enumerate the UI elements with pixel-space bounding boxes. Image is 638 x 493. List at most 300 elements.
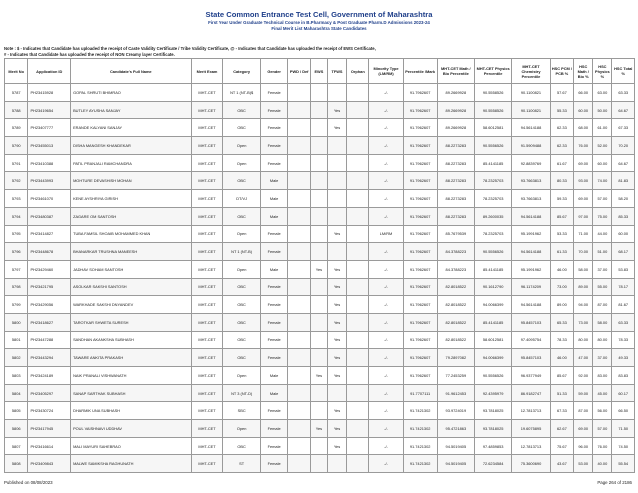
table-cell: 89.00 xyxy=(574,278,593,296)
table-cell: 63.33 xyxy=(612,313,635,331)
table-cell: 94.5019405 xyxy=(437,437,474,455)
table-cell: 93.9724019 xyxy=(437,402,474,420)
column-header: HSC PCM / PCB % xyxy=(550,59,573,84)
table-cell: 94.5614188 xyxy=(512,119,550,137)
table-cell: PH23429460 xyxy=(28,260,71,278)
table-cell: 75.67 xyxy=(550,437,573,455)
table-cell: SANAP SARTHAK SUBHASH xyxy=(71,384,191,402)
table-row xyxy=(5,384,635,402)
table-cell: 5787 xyxy=(5,84,28,102)
table-cell: 96.1174209 xyxy=(512,278,550,296)
table-cell: 59.33 xyxy=(550,190,573,208)
table-cell: -/- xyxy=(369,243,403,261)
table-cell: TAROTKAR SHWETA SURESH xyxy=(71,313,191,331)
table-cell: Female xyxy=(260,225,288,243)
table-cell: 91.7962607 xyxy=(403,296,437,314)
table-cell: Yes xyxy=(327,367,346,385)
table-cell: 5803 xyxy=(5,367,28,385)
table-cell xyxy=(347,278,369,296)
table-cell: MHT-CET xyxy=(191,154,223,172)
table-cell xyxy=(347,225,369,243)
table-cell: 73.00 xyxy=(574,313,593,331)
table-cell: MOHTURE DEVASHISH MOHAN xyxy=(71,172,191,190)
table-cell xyxy=(347,243,369,261)
table-row xyxy=(5,278,635,296)
table-cell: 93.7818025 xyxy=(474,420,511,438)
table-cell xyxy=(347,119,369,137)
table-cell xyxy=(310,207,327,225)
table-cell xyxy=(347,437,369,455)
table-cell: 69.00 xyxy=(574,190,593,208)
table-cell: TUBA FAMSIL SHOAIB MOHAMMED KHAN xyxy=(71,225,191,243)
table-cell: PH23430724 xyxy=(28,402,71,420)
table-cell: PH23409843 xyxy=(28,455,71,473)
table-cell xyxy=(288,313,310,331)
table-cell: MHT-CET xyxy=(191,278,223,296)
table-cell: 91.7421302 xyxy=(403,420,437,438)
table-cell: 67.33 xyxy=(550,402,573,420)
table-cell: Female xyxy=(260,349,288,367)
table-cell xyxy=(327,455,346,473)
table-cell: MHT-CET xyxy=(191,137,223,155)
table-cell xyxy=(347,313,369,331)
table-cell: Female xyxy=(260,420,288,438)
table-cell: 94.00 xyxy=(574,296,593,314)
table-cell: 5807 xyxy=(5,437,28,455)
table-cell: 5804 xyxy=(5,384,28,402)
table-cell: NT 1 (NT-B)$ xyxy=(223,84,260,102)
table-cell: BUTLEY AYUSHA SANJAY xyxy=(71,101,191,119)
table-cell xyxy=(347,101,369,119)
table-cell: MHT-CET xyxy=(191,172,223,190)
table-cell: Open xyxy=(223,260,260,278)
table-cell: MHT-CET xyxy=(191,296,223,314)
table-cell: 5797 xyxy=(5,260,28,278)
table-row xyxy=(5,455,635,473)
table-cell: Open xyxy=(223,420,260,438)
table-cell: OBC xyxy=(223,119,260,137)
table-cell xyxy=(310,84,327,102)
table-cell: 45.00 xyxy=(593,384,612,402)
table-cell: BHANARKAR TRUSHNA MANEESH xyxy=(71,243,191,261)
table-cell: Female xyxy=(260,243,288,261)
table-cell: Yes xyxy=(327,420,346,438)
table-cell: 71.50 xyxy=(612,420,635,438)
table-cell: 60.00 xyxy=(574,101,593,119)
table-cell: 69.00 xyxy=(574,154,593,172)
table-cell: -/- xyxy=(369,101,403,119)
table-cell: 91.5909488 xyxy=(512,137,550,155)
table-cell: 82.8018522 xyxy=(437,278,474,296)
column-header: MHT-CET Physics Percentile xyxy=(474,59,511,84)
table-cell: PATIL PRANJALI RAMCHANDRA xyxy=(71,154,191,172)
table-cell: 78.2325703 xyxy=(474,172,511,190)
table-cell: PH23429056 xyxy=(28,296,71,314)
table-cell: Female xyxy=(260,101,288,119)
table-cell: 92.4395979 xyxy=(474,384,511,402)
table-cell: 91.7962607 xyxy=(403,260,437,278)
table-cell xyxy=(288,207,310,225)
table-cell: MHT-CET xyxy=(191,367,223,385)
table-cell: 50.00 xyxy=(593,101,612,119)
table-cell: -/- xyxy=(369,313,403,331)
table-cell: 91.7962607 xyxy=(403,119,437,137)
list-name: Final Merit List Maharashtra State Candidates xyxy=(271,26,367,31)
table-cell: OBC xyxy=(223,101,260,119)
table-cell: 94.5614188 xyxy=(512,243,550,261)
table-cell xyxy=(327,154,346,172)
table-cell xyxy=(347,172,369,190)
table-cell: 90.5556526 xyxy=(474,367,511,385)
table-cell: 96.9377949 xyxy=(512,367,550,385)
table-cell: DHARMIK UNA SUBHASH xyxy=(71,402,191,420)
table-row xyxy=(5,84,635,102)
table-cell: 94.0066399 xyxy=(474,296,511,314)
column-header: Gender xyxy=(260,59,288,84)
table-cell: Open xyxy=(223,225,260,243)
table-row xyxy=(5,420,635,438)
table-cell: SBC xyxy=(223,402,260,420)
table-cell: 75.00 xyxy=(593,207,612,225)
table-cell: 95.4721863 xyxy=(437,420,474,438)
table-cell xyxy=(347,296,369,314)
table-cell xyxy=(310,349,327,367)
table-cell: PH23480387 xyxy=(28,207,71,225)
table-cell xyxy=(347,349,369,367)
table-cell: 56.00 xyxy=(593,402,612,420)
table-cell: Male xyxy=(260,190,288,208)
table-cell: 91.7962607 xyxy=(403,225,437,243)
table-cell: Yes xyxy=(327,331,346,349)
table-cell: 94.0066399 xyxy=(474,349,511,367)
table-cell: OBC xyxy=(223,207,260,225)
table-cell: -/- xyxy=(369,384,403,402)
table-row xyxy=(5,207,635,225)
table-cell: Yes xyxy=(327,349,346,367)
table-cell: 19.6075895 xyxy=(512,420,550,438)
table-cell xyxy=(288,101,310,119)
table-cell: 97.00 xyxy=(574,207,593,225)
table-cell: 46.00 xyxy=(550,349,573,367)
table-cell: Female xyxy=(260,455,288,473)
table-cell: 12.7813713 xyxy=(512,437,550,455)
table-cell: 75.3600690 xyxy=(512,455,550,473)
table-cell: -/- xyxy=(369,437,403,455)
table-cell: 90.5556526 xyxy=(474,137,511,155)
table-cell: MHT-CET xyxy=(191,349,223,367)
table-cell xyxy=(288,402,310,420)
table-row xyxy=(5,119,635,137)
table-row xyxy=(5,367,635,385)
table-cell: Male xyxy=(260,172,288,190)
table-cell: Yes xyxy=(327,101,346,119)
table-cell: -/- xyxy=(369,172,403,190)
table-cell: 94.5614188 xyxy=(512,207,550,225)
table-cell: ZAGARE OM SANTOSH xyxy=(71,207,191,225)
table-cell: 5800 xyxy=(5,313,28,331)
table-cell: 91.7962607 xyxy=(403,137,437,155)
table-cell xyxy=(288,420,310,438)
table-cell: 85.4141185 xyxy=(474,313,511,331)
table-cell: Yes xyxy=(327,278,346,296)
table-cell xyxy=(327,172,346,190)
table-cell: 79.2897082 xyxy=(437,349,474,367)
table-cell: 62.33 xyxy=(550,137,573,155)
table-cell: 90.5558526 xyxy=(474,84,511,102)
table-cell xyxy=(347,84,369,102)
table-cell: 73.00 xyxy=(550,278,573,296)
table-cell: ST xyxy=(223,455,260,473)
table-cell: 94.5614188 xyxy=(512,296,550,314)
table-cell xyxy=(327,84,346,102)
table-cell: Female xyxy=(260,331,288,349)
table-cell xyxy=(288,296,310,314)
table-cell: 67.33 xyxy=(612,119,635,137)
column-header: Category xyxy=(223,59,260,84)
merit-table xyxy=(4,58,635,473)
table-cell: MHT-CET xyxy=(191,420,223,438)
table-cell: 61.33 xyxy=(550,243,573,261)
table-cell: 5794 xyxy=(5,207,28,225)
table-cell xyxy=(347,402,369,420)
table-cell: MHT-CET xyxy=(191,402,223,420)
table-cell xyxy=(310,172,327,190)
table-cell xyxy=(310,119,327,137)
table-cell: 91.7962607 xyxy=(403,331,437,349)
table-cell: 91.7962607 xyxy=(403,278,437,296)
table-cell: 58.6012581 xyxy=(474,331,511,349)
table-cell xyxy=(310,455,327,473)
table-cell: 61.67 xyxy=(550,154,573,172)
table-cell: 81.67 xyxy=(612,296,635,314)
table-cell: 91.7962607 xyxy=(403,154,437,172)
table-cell xyxy=(347,137,369,155)
table-cell: Open xyxy=(223,367,260,385)
table-cell: MHT-CET xyxy=(191,260,223,278)
table-cell: 70.00 xyxy=(574,243,593,261)
table-cell: 5789 xyxy=(5,119,28,137)
table-cell: 57.67 xyxy=(550,84,573,102)
table-cell: SANDHAN AKANKSHA SUBHASH xyxy=(71,331,191,349)
table-cell: Female xyxy=(260,119,288,137)
table-cell: Female xyxy=(260,437,288,455)
column-header: MHT-CET Chemistry Percentile xyxy=(512,59,550,84)
table-cell: 55.33 xyxy=(550,101,573,119)
table-cell: 58.00 xyxy=(574,260,593,278)
table-cell: 53.00 xyxy=(574,455,593,473)
table-cell: OBC xyxy=(223,278,260,296)
table-cell: 49.33 xyxy=(612,349,635,367)
table-row xyxy=(5,137,635,155)
table-cell: MHT-CET xyxy=(191,455,223,473)
table-cell: PH23419654 xyxy=(28,101,71,119)
table-cell: Male xyxy=(260,260,288,278)
table-cell xyxy=(288,455,310,473)
table-cell: 87.00 xyxy=(593,296,612,314)
table-cell: 95.1991962 xyxy=(512,225,550,243)
column-header: EWS xyxy=(310,59,327,84)
table-cell: -/- xyxy=(369,420,403,438)
table-cell xyxy=(347,207,369,225)
table-cell: 95.1991962 xyxy=(512,260,550,278)
table-cell: 55.00 xyxy=(593,278,612,296)
table-cell: PH23407777 xyxy=(28,119,71,137)
table-cell: TAWARE ANKITA PRAKASH xyxy=(71,349,191,367)
table-cell xyxy=(347,331,369,349)
column-header: Merit Exam xyxy=(191,59,223,84)
table-cell: OBC xyxy=(223,296,260,314)
table-cell xyxy=(310,190,327,208)
table-cell: 89.2600035 xyxy=(474,207,511,225)
table-cell: 52.00 xyxy=(593,137,612,155)
table-cell: PH23455013 xyxy=(28,137,71,155)
table-cell: -/- xyxy=(369,278,403,296)
table-cell: 63.33 xyxy=(612,84,635,102)
table-cell: MHT-CET xyxy=(191,243,223,261)
table-header-row xyxy=(5,59,635,84)
table-cell: 53.83 xyxy=(612,260,635,278)
table-cell: Yes xyxy=(327,225,346,243)
table-cell: 88.2273283 xyxy=(437,207,474,225)
table-cell: MHT-CET xyxy=(191,384,223,402)
table-cell: 78.2325703 xyxy=(474,225,511,243)
table-cell: PH23461070 xyxy=(28,190,71,208)
table-cell: 69.00 xyxy=(574,420,593,438)
table-cell: 62.33 xyxy=(550,119,573,137)
table-cell: 91.7962607 xyxy=(403,243,437,261)
table-cell: -/- xyxy=(369,119,403,137)
table-cell xyxy=(347,420,369,438)
table-cell: 93.00 xyxy=(574,172,593,190)
table-cell: MALWE SAMIKSHA RAGHUNATH xyxy=(71,455,191,473)
page-header xyxy=(0,10,638,32)
table-cell xyxy=(288,137,310,155)
table-cell: 72.6234584 xyxy=(474,455,511,473)
note-line: Note : $ - Indicates that Candidate has uploaded the receipt of Caste Validity Certificate / Tribe Validity Certificate, @ - Indicates that Candidate has uploaded the receipt of EWS Certificate, xyxy=(4,46,376,51)
table-cell: -/- xyxy=(369,154,403,172)
table-cell xyxy=(310,154,327,172)
column-header: HSC Total % xyxy=(612,59,635,84)
table-cell: 83.83 xyxy=(612,367,635,385)
table-cell: Yes xyxy=(310,260,327,278)
table-cell: 92.8839769 xyxy=(512,154,550,172)
table-cell: 5802 xyxy=(5,349,28,367)
table-row xyxy=(5,331,635,349)
table-cell: 95.8457103 xyxy=(512,349,550,367)
table-cell: 82.8018522 xyxy=(437,331,474,349)
table-cell: NT 1 (NT-B) xyxy=(223,243,260,261)
table-cell xyxy=(288,225,310,243)
table-cell: 91.7421302 xyxy=(403,455,437,473)
table-cell: PH23414827 xyxy=(28,225,71,243)
table-cell: 51.00 xyxy=(593,243,612,261)
table-cell: 5801 xyxy=(5,331,28,349)
table-cell xyxy=(288,84,310,102)
table-cell: 97.4859853 xyxy=(474,437,511,455)
table-cell: -/- xyxy=(369,84,403,102)
table-cell: 90.1612790 xyxy=(474,278,511,296)
table-cell: -/- xyxy=(369,367,403,385)
table-cell: 88.2273283 xyxy=(437,154,474,172)
table-cell xyxy=(310,331,327,349)
page-number: Page 264 of 2186 xyxy=(597,480,632,485)
table-cell xyxy=(347,154,369,172)
table-cell: 5788 xyxy=(5,101,28,119)
table-cell: Female xyxy=(260,278,288,296)
table-cell: MHT-CET xyxy=(191,331,223,349)
table-cell: 62.67 xyxy=(550,420,573,438)
table-cell: Yes xyxy=(310,367,327,385)
table-cell xyxy=(288,384,310,402)
table-cell: MHT-CET xyxy=(191,313,223,331)
table-cell: MHT-CET xyxy=(191,101,223,119)
table-cell: MHT-CET xyxy=(191,119,223,137)
published-date: Published on 08/08/2023 xyxy=(4,480,53,485)
table-cell: 91.7962607 xyxy=(403,207,437,225)
table-cell xyxy=(347,455,369,473)
table-cell: 85.67 xyxy=(550,207,573,225)
table-cell: Female xyxy=(260,313,288,331)
table-cell: 74.00 xyxy=(593,172,612,190)
table-cell xyxy=(288,260,310,278)
table-cell: Male xyxy=(260,384,288,402)
table-cell: 87.00 xyxy=(574,402,593,420)
table-cell xyxy=(310,296,327,314)
table-cell: PH23443294 xyxy=(28,349,71,367)
table-row xyxy=(5,190,635,208)
column-header: PWD / Def xyxy=(288,59,310,84)
table-cell: ASOLKAR SAKSHI SANTOSH xyxy=(71,278,191,296)
table-cell: 80.00 xyxy=(574,331,593,349)
table-cell: 60.17 xyxy=(612,384,635,402)
table-cell xyxy=(327,384,346,402)
table-cell: NT 3 (NT-D) xyxy=(223,384,260,402)
table-cell: 64.67 xyxy=(612,154,635,172)
table-cell: 90.5558526 xyxy=(474,101,511,119)
table-cell xyxy=(310,137,327,155)
table-cell xyxy=(327,243,346,261)
table-cell: -/- xyxy=(369,190,403,208)
table-row xyxy=(5,296,635,314)
table-cell: 82.8018522 xyxy=(437,296,474,314)
table-cell: 96.00 xyxy=(574,437,593,455)
table-cell: 88.2273283 xyxy=(437,172,474,190)
table-cell: PH23443993 xyxy=(28,172,71,190)
table-cell: 91.7962607 xyxy=(403,172,437,190)
table-cell xyxy=(310,243,327,261)
column-header: Orphan xyxy=(347,59,369,84)
table-cell: MHT-CET xyxy=(191,225,223,243)
table-cell: Male xyxy=(260,367,288,385)
table-cell: 78.33 xyxy=(612,331,635,349)
table-cell: -/- xyxy=(369,402,403,420)
table-cell: ERANDE KALYANI SANJAY xyxy=(71,119,191,137)
table-cell xyxy=(288,367,310,385)
table-cell: 57.00 xyxy=(593,190,612,208)
table-cell: PH23447288 xyxy=(28,331,71,349)
table-cell: 5795 xyxy=(5,225,28,243)
table-cell: 5793 xyxy=(5,190,28,208)
table-cell: Yes xyxy=(327,119,346,137)
table-cell: 85.4141185 xyxy=(474,260,511,278)
table-cell xyxy=(288,172,310,190)
table-cell: 47.00 xyxy=(574,349,593,367)
table-cell: 89.2669928 xyxy=(437,119,474,137)
table-cell: Open xyxy=(223,154,260,172)
table-cell: 91.9612453 xyxy=(437,384,474,402)
table-cell xyxy=(347,260,369,278)
table-cell: 37.00 xyxy=(593,260,612,278)
